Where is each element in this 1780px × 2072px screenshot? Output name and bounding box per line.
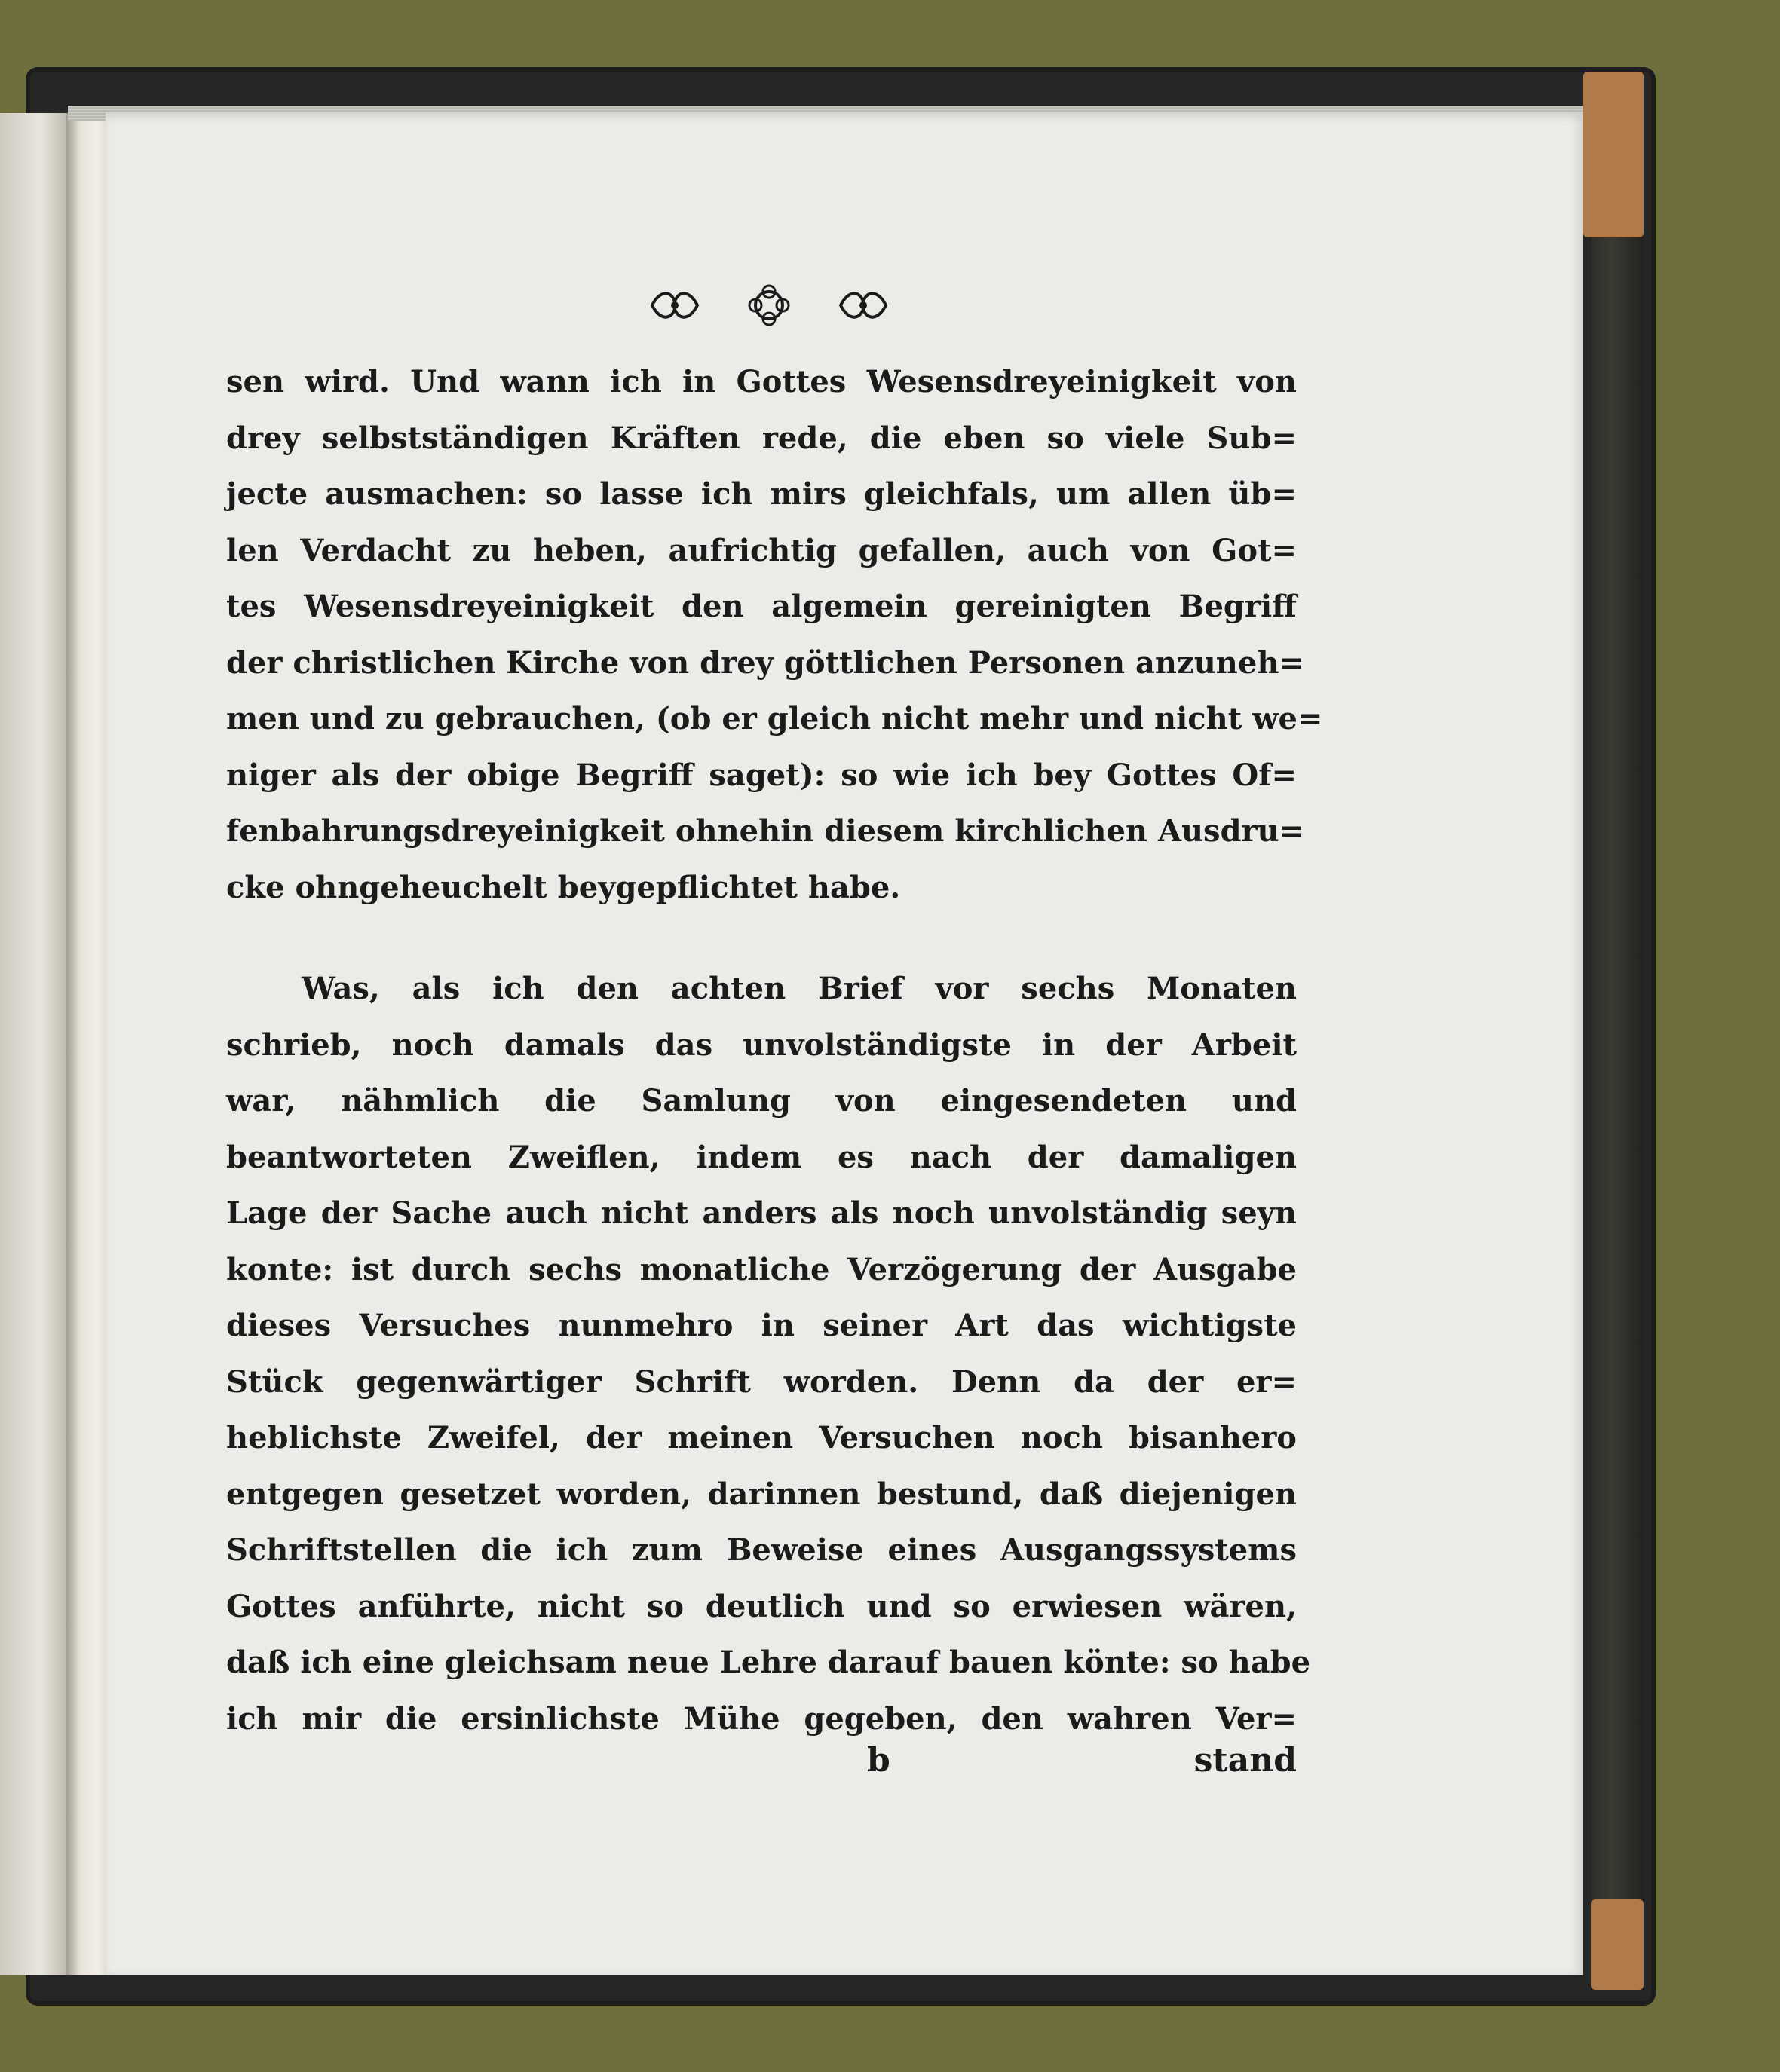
header-ornament [648, 279, 890, 332]
text-line: Lage der Sache auch nicht anders als noch unvolständig seyn [226, 1195, 1297, 1231]
facing-page-edge [0, 113, 68, 1975]
text-line: Was, als ich den achten Brief vor sechs Monaten [302, 971, 1297, 1006]
text-line: men und zu gebrauchen, (ob er gleich nicht mehr und nicht we= [226, 701, 1323, 736]
page-footer [226, 1741, 1297, 1801]
paragraph-2 [226, 961, 1311, 1747]
text-line: sen wird. Und wann ich in Gottes Wesensdreyeinigkeit von [226, 364, 1297, 399]
floral-ornament-icon [837, 283, 890, 328]
rosette-ornament-icon [743, 283, 795, 328]
text-line: war, nähmlich die Samlung von eingesendeten und [226, 1083, 1297, 1119]
text-line: cke ohngeheuchelt beygepflichtet habe. [226, 869, 901, 905]
text-line: der christlichen Kirche von drey göttlichen Personen anzuneh= [226, 644, 1304, 681]
paragraph-spacer [226, 916, 1297, 961]
text-line: tes Wesensdreyeinigkeit den algemein gereinigten Begriff [226, 589, 1297, 624]
text-line: Stück gegenwärtiger Schrift worden. Denn da der er= [226, 1363, 1297, 1400]
text-line: entgegen gesetzet worden, darinnen bestund, daß diejenigen [226, 1476, 1297, 1512]
cover-wear-bottom [1591, 1899, 1644, 1990]
paragraph-1 [226, 354, 1323, 916]
text-line: schrieb, noch damals das unvolständigste in der Arbeit [226, 1027, 1297, 1063]
cover-wear-top [1583, 72, 1644, 237]
text-line: niger als der obige Begriff saget): so wie ich bey Gottes Of= [226, 757, 1297, 793]
floral-ornament-icon [648, 283, 701, 328]
book-gutter [66, 113, 112, 1975]
text-line: daß ich eine gleichsam neue Lehre darauf bauen könte: so habe [226, 1645, 1311, 1680]
text-line: konte: ist durch sechs monatliche Verzögerung der Ausgabe [226, 1251, 1297, 1287]
text-line: len Verdacht zu heben, aufrichtig gefallen, auch von Got= [226, 532, 1297, 568]
cover-spine-edge [1591, 90, 1644, 1952]
text-line: dieses Versuches nunmehro in seiner Art das wichtigste [226, 1308, 1297, 1343]
text-line: Gottes anführte, nicht so deutlich und so erwiesen wären, [226, 1588, 1297, 1624]
text-line: beantworteten Zweiflen, indem es nach der damaligen [226, 1139, 1297, 1175]
text-line: ich mir die ersinlichste Mühe gegeben, den wahren Ver= [226, 1700, 1297, 1737]
text-line: jecte ausmachen: so lasse ich mirs gleichfals, um allen üb= [226, 476, 1297, 512]
page-text [226, 354, 1323, 1747]
text-line: drey selbstständigen Kräften rede, die eben so viele Sub= [226, 420, 1297, 456]
text-line: heblichste Zweifel, der meinen Versuchen noch bisanhero [226, 1420, 1297, 1455]
signature-mark: b [867, 1741, 890, 1780]
text-line: Schriftstellen die ich zum Beweise eines Ausgangssystems [226, 1532, 1297, 1568]
text-line: fenbahrungsdreyeinigkeit ohnehin diesem kirchlichen Ausdru= [226, 813, 1305, 849]
catchword: stand [1193, 1741, 1297, 1780]
